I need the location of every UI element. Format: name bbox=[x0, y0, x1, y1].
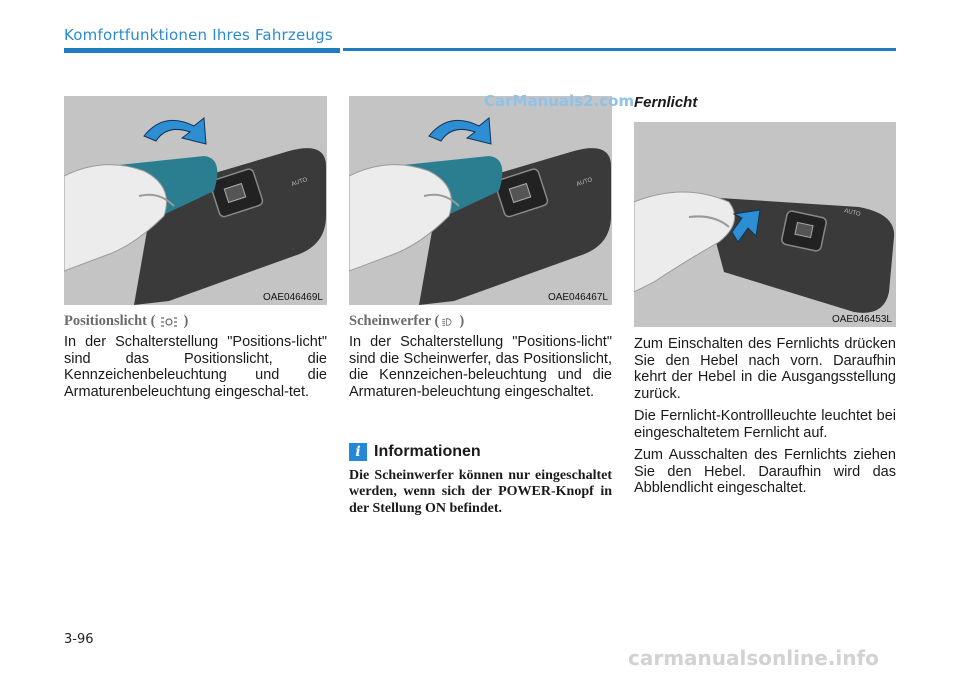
headlight-icon bbox=[441, 315, 457, 329]
figure-code: OAE046453L bbox=[831, 314, 892, 325]
info-heading bbox=[349, 443, 481, 461]
figure-headlight bbox=[349, 96, 612, 305]
header-rule-thick bbox=[64, 48, 340, 53]
lever-auto-label: AUTO bbox=[290, 177, 309, 188]
info-icon: i bbox=[349, 443, 367, 461]
headlight-text: In der Schalterstellung "Positions-licht" sind die Scheinwerfer, das Positionslicht, die Kennzeichen-beleuchtung und die Armaturen-beleuchtung eingeschaltet. bbox=[349, 334, 612, 400]
high-beam-text: Zum Einschalten des Fernlichts drücken Sie den Hebel nach vorn. Daraufhin kehrt der Hebel in die Ausgangsstellung zurück. Die Fernlicht-Kontrollleuchte leuchtet bei eingeschaltetem Fernlicht auf. Zum Ausschalten des Fernlichts ziehen Sie den Hebel. Daraufhin wird das Abblendlicht eingeschaltet. bbox=[634, 336, 896, 496]
figure-parking-light bbox=[64, 96, 327, 305]
lever-illustration bbox=[634, 122, 896, 327]
section-title-headlight: Scheinwerfer ( ) bbox=[349, 313, 465, 329]
header-rule-thin bbox=[343, 48, 896, 51]
figure-code: OAE046469L bbox=[262, 292, 323, 303]
page-number: 3-96 bbox=[64, 632, 94, 647]
parking-light-text: In der Schalterstellung "Positions-licht" sind das Positionslicht, die Kennzeichenbeleuchtung und die Armaturenbeleuchtung eingeschal-tet. bbox=[64, 334, 327, 400]
header-title: Komfortfunktionen Ihres Fahrzeugs bbox=[64, 26, 333, 44]
figure-code: OAE046467L bbox=[547, 292, 608, 303]
lever-illustration bbox=[64, 96, 327, 305]
watermark-top: CarManuals2.com bbox=[484, 92, 635, 110]
figure-high-beam bbox=[634, 122, 896, 327]
info-text: Die Scheinwerfer können nur eingeschaltet werden, wenn sich der POWER-Knopf in der Stellung ON befindet. bbox=[349, 468, 612, 516]
parking-light-icon bbox=[157, 315, 181, 329]
section-title-parking-light: Positionslicht ( ) bbox=[64, 313, 189, 329]
section-title-high-beam: Fernlicht bbox=[634, 94, 698, 111]
watermark-bottom: carmanualsonline.info bbox=[628, 646, 879, 670]
lever-illustration bbox=[349, 96, 612, 305]
info-title: Informationen bbox=[374, 443, 481, 460]
lever-auto-label: AUTO bbox=[575, 177, 594, 188]
lever-auto-label: AUTO bbox=[843, 208, 862, 218]
